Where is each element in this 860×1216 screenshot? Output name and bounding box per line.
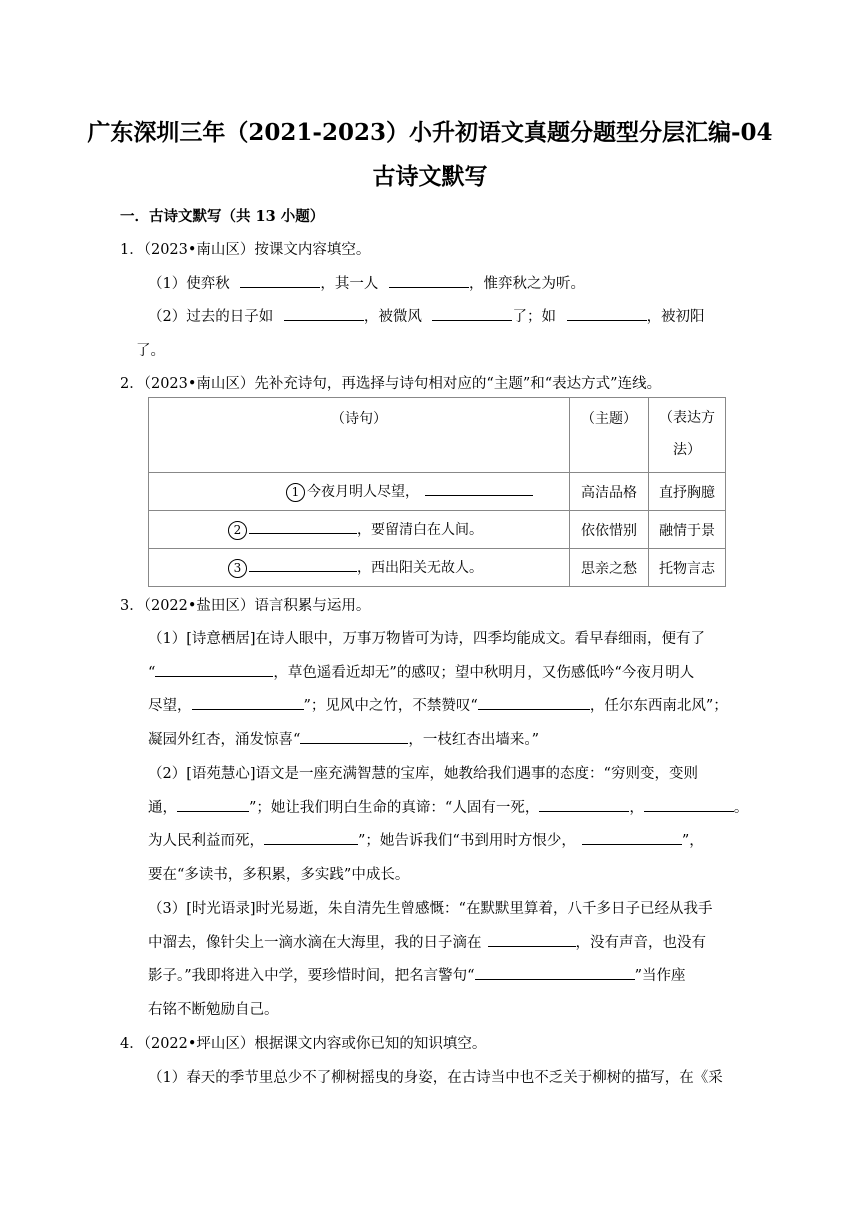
q3-p2-text: 。 bbox=[733, 800, 749, 816]
answer-blank[interactable] bbox=[539, 797, 629, 812]
header-method bbox=[649, 398, 726, 473]
q1-s2-text-b: ，被微风 bbox=[363, 309, 422, 325]
q1-sentence-1 bbox=[148, 272, 585, 293]
theme-cell[interactable]: 高洁品格 bbox=[570, 473, 649, 511]
method-cell[interactable]: 托物言志 bbox=[649, 549, 726, 587]
q3-p2-text: ”；她告诉我们“书到用时方恨少， bbox=[358, 833, 576, 849]
q1-s2-text-a: （2）过去的日子如 bbox=[148, 309, 274, 325]
section-heading: 一．古诗文默写（共 13 小题） bbox=[120, 208, 325, 225]
q1-s1-text-c: ，惟弈秋之为听。 bbox=[468, 276, 585, 292]
answer-blank[interactable] bbox=[192, 695, 304, 710]
q3-p1-text: 尽望， bbox=[148, 698, 192, 714]
answer-blank[interactable] bbox=[478, 695, 590, 710]
answer-blank[interactable] bbox=[488, 932, 576, 947]
answer-blank[interactable] bbox=[155, 662, 273, 677]
circled-number: 2 bbox=[228, 521, 247, 540]
q3-p1-text: ，一枝红杏出墙来。” bbox=[408, 732, 540, 748]
q3-heading: 3．（2022•盐田区）语言积累与运用。 bbox=[120, 598, 371, 614]
q3-p3-text: ，没有声音，也没有 bbox=[575, 935, 706, 951]
q1-sentence-2 bbox=[148, 305, 705, 326]
theme-cell[interactable]: 依依惜别 bbox=[570, 511, 649, 549]
q3-p3-text: 中溜去，像针尖上一滴水滴在大海里，我的日子滴在 bbox=[148, 935, 482, 951]
method-cell[interactable]: 融情于景 bbox=[649, 511, 726, 549]
answer-blank[interactable] bbox=[264, 830, 358, 845]
poem-cell-2 bbox=[149, 511, 570, 549]
poem-text-post: ，西出阳关无故人。 bbox=[357, 560, 483, 577]
answer-blank[interactable] bbox=[644, 797, 734, 812]
q1-s2-text-c: 了；如 bbox=[512, 309, 556, 325]
quote-open: “ bbox=[148, 665, 156, 681]
theme-cell[interactable]: 思亲之愁 bbox=[570, 549, 649, 587]
q3-p3-line2 bbox=[148, 931, 706, 952]
q3-p1-text: 凝园外红杏，涌发惊喜“ bbox=[148, 732, 301, 748]
q3-p1-text: ”；见风中之竹，不禁赞叹“ bbox=[303, 698, 478, 714]
answer-blank[interactable] bbox=[582, 830, 682, 845]
q1-sentence-2-end: 了。 bbox=[136, 343, 165, 359]
answer-blank[interactable] bbox=[300, 729, 408, 744]
answer-blank[interactable] bbox=[425, 481, 533, 496]
q3-p1-text: ，任尔东西南北风”； bbox=[589, 698, 728, 714]
q3-p2-text: 为人民利益而死， bbox=[148, 833, 264, 849]
q3-p1-line3 bbox=[148, 694, 728, 715]
q3-p2-line1: （2）[语苑慧心]语文是一座充满智慧的宝库，她教给我们遇事的态度：“穷则变，变则 bbox=[148, 766, 698, 782]
answer-blank[interactable] bbox=[432, 306, 512, 321]
q1-s2-text-d: ，被初阳 bbox=[646, 309, 705, 325]
poem-cell-3 bbox=[149, 549, 570, 587]
q3-p2-text: ”；她让我们明白生命的真谛：“人固有一死， bbox=[249, 800, 540, 816]
method-cell[interactable]: 直抒胸臆 bbox=[649, 473, 726, 511]
circled-number: 3 bbox=[228, 559, 247, 578]
q3-p2-text: ， bbox=[629, 800, 644, 816]
q3-p2-line2 bbox=[148, 796, 748, 817]
header-method-line1: （表达方 bbox=[659, 410, 715, 426]
q3-p2-text: 通， bbox=[148, 800, 177, 816]
answer-blank[interactable] bbox=[177, 797, 249, 812]
document-title-line2: 古诗文默写 bbox=[372, 163, 488, 190]
q3-p3-line4: 右铭不断勉励自己。 bbox=[148, 1002, 279, 1018]
answer-blank[interactable] bbox=[249, 557, 357, 572]
q3-p1-line4 bbox=[148, 728, 539, 749]
q1-heading: 1．（2023•南山区）按课文内容填空。 bbox=[120, 242, 371, 258]
header-theme: （主题） bbox=[570, 398, 649, 473]
poem-matching-table bbox=[148, 397, 726, 587]
q3-p3-line3 bbox=[148, 964, 686, 985]
poem-text-pre: 今夜月明人尽望， bbox=[307, 484, 419, 501]
q3-p2-text: ”， bbox=[681, 833, 704, 849]
q4-heading: 4．（2022•坪山区）根据课文内容或你已知的知识填空。 bbox=[120, 1036, 487, 1052]
answer-blank[interactable] bbox=[284, 306, 364, 321]
q3-p1-line2 bbox=[148, 661, 694, 682]
q3-p1-line1: （1）[诗意栖居]在诗人眼中，万事万物皆可为诗，四季均能成文。看早春细雨，便有了 bbox=[148, 631, 706, 647]
header-method-line2: 法） bbox=[673, 442, 701, 458]
answer-blank[interactable] bbox=[475, 965, 635, 980]
q2-heading: 2．（2023•南山区）先补充诗句，再选择与诗句相对应的“主题”和“表达方式”连线。 bbox=[120, 376, 662, 392]
q3-p1-text: ，草色遥看近却无”的感叹；望中秋明月，又伤感低吟“今夜月明人 bbox=[273, 665, 695, 681]
q3-p3-text: ”当作座 bbox=[634, 968, 686, 984]
document-title-line1: 广东深圳三年（2021-2023）小升初语文真题分题型分层汇编-04 bbox=[87, 119, 773, 146]
answer-blank[interactable] bbox=[389, 273, 469, 288]
q4-p1: （1）春天的季节里总少不了柳树摇曳的身姿，在古诗当中也不乏关于柳树的描写，在《采 bbox=[148, 1070, 723, 1086]
q3-p3-text: 影子。”我即将进入中学，要珍惜时间，把名言警句“ bbox=[148, 968, 475, 984]
circled-number: 1 bbox=[286, 483, 305, 502]
q1-s1-text-a: （1）使弈秋 bbox=[148, 276, 230, 292]
q1-s1-text-b: ，其一人 bbox=[320, 276, 379, 292]
poem-cell-1 bbox=[149, 473, 570, 511]
q3-p3-line1: （3）[时光语录]时光易逝，朱自清先生曾感慨：“在默默里算着，八千多日子已经从我手 bbox=[148, 901, 713, 917]
answer-blank[interactable] bbox=[249, 519, 357, 534]
q3-p2-line3 bbox=[148, 829, 704, 850]
answer-blank[interactable] bbox=[567, 306, 647, 321]
answer-blank[interactable] bbox=[240, 273, 320, 288]
poem-text-post: ，要留清白在人间。 bbox=[357, 522, 483, 539]
header-poem: （诗句） bbox=[149, 398, 570, 473]
q3-p2-line4: 要在“多读书，多积累，多实践”中成长。 bbox=[148, 867, 410, 883]
